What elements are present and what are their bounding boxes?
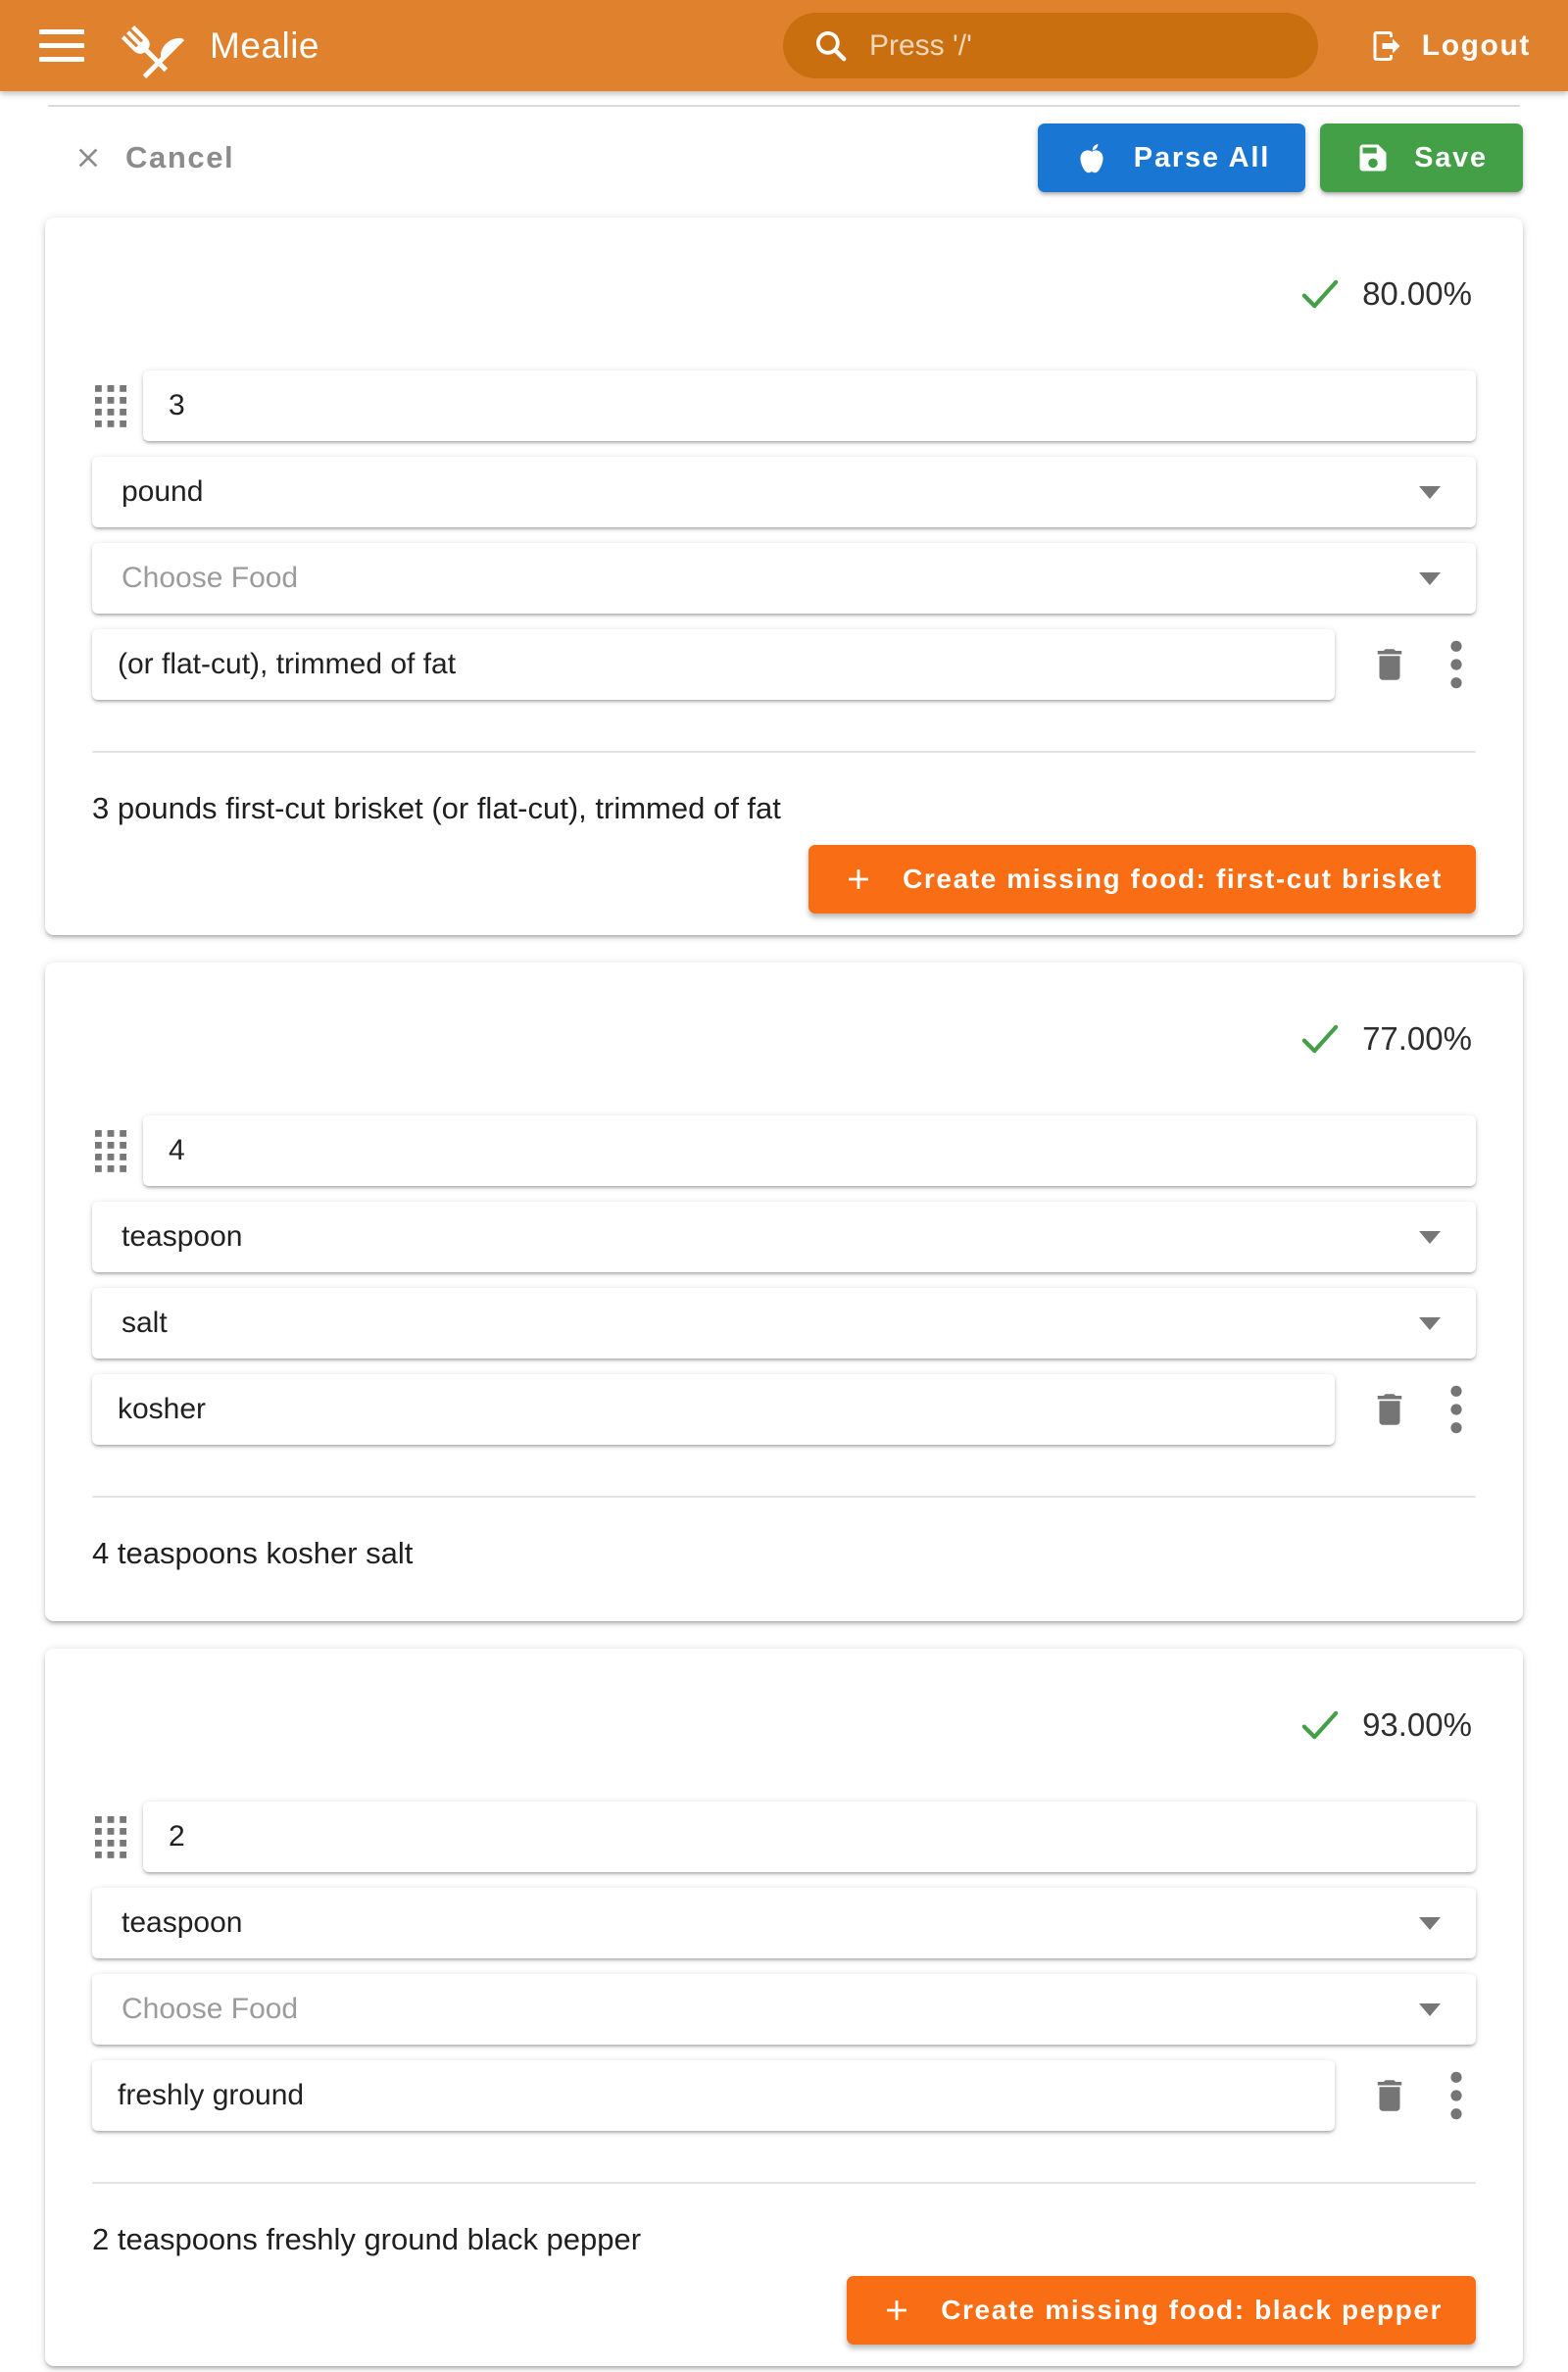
- chevron-down-icon: [1419, 2003, 1441, 2016]
- food-value: salt: [122, 1307, 168, 1339]
- plus-icon: [880, 2294, 913, 2327]
- parse-all-label: Parse All: [1133, 141, 1271, 173]
- trash-icon: [1369, 2073, 1410, 2118]
- drag-handle[interactable]: [92, 1128, 129, 1173]
- confidence-value: 93.00%: [1362, 1706, 1472, 1743]
- app-header: [0, 0, 1568, 91]
- close-icon: [73, 142, 104, 173]
- ingredient-card: [45, 1649, 1523, 2366]
- ingredient-divider: [92, 2182, 1476, 2184]
- chevron-down-icon: [1419, 1231, 1441, 1244]
- quantity-input[interactable]: [143, 1802, 1476, 1872]
- original-ingredient-text: 2 teaspoons freshly ground black pepper: [92, 2222, 642, 2256]
- check-icon: [1299, 1021, 1341, 1057]
- logout-button[interactable]: [1361, 0, 1539, 91]
- ingredient-card: [45, 963, 1523, 1621]
- logout-label: Logout: [1421, 28, 1531, 62]
- food-select[interactable]: [92, 543, 1476, 614]
- original-ingredient-text: 3 pounds first-cut brisket (or flat-cut), trimmed of fat: [92, 791, 781, 825]
- food-select[interactable]: [92, 1974, 1476, 2045]
- create-missing-food-button[interactable]: [808, 845, 1476, 914]
- search-bar[interactable]: [783, 13, 1318, 78]
- trash-icon: [1369, 642, 1410, 687]
- top-divider: [48, 105, 1520, 107]
- food-placeholder: Choose Food: [122, 562, 299, 594]
- kebab-menu-button[interactable]: [1437, 2068, 1476, 2123]
- note-input[interactable]: [92, 1374, 1335, 1445]
- create-food-label: Create missing food: first-cut brisket: [903, 864, 1443, 894]
- ingredient-divider: [92, 751, 1476, 753]
- parse-all-button[interactable]: [1038, 124, 1305, 192]
- kebab-icon: [1449, 1382, 1463, 1437]
- ingredient-divider: [92, 1496, 1476, 1498]
- toolbar: [45, 124, 1523, 192]
- confidence-row: [92, 1704, 1472, 1747]
- kebab-menu-button[interactable]: [1437, 637, 1476, 692]
- quantity-input[interactable]: [143, 371, 1476, 441]
- check-icon: [1299, 1707, 1341, 1743]
- save-label: Save: [1414, 141, 1488, 173]
- apple-icon: [1073, 139, 1110, 176]
- delete-button[interactable]: [1366, 1387, 1413, 1432]
- kebab-icon: [1449, 637, 1463, 692]
- cancel-label: Cancel: [125, 140, 235, 174]
- trash-icon: [1369, 1387, 1410, 1432]
- check-icon: [1299, 276, 1341, 312]
- chevron-down-icon: [1419, 486, 1441, 499]
- delete-button[interactable]: [1366, 2073, 1413, 2118]
- kebab-menu-button[interactable]: [1437, 1382, 1476, 1437]
- search-icon: [812, 27, 850, 65]
- create-food-label: Create missing food: black pepper: [941, 2295, 1443, 2325]
- mealie-logo-utensils-icon: [120, 14, 184, 78]
- chevron-down-icon: [1419, 1317, 1441, 1330]
- unit-value: pound: [122, 475, 204, 508]
- chevron-down-icon: [1419, 572, 1441, 585]
- ingredient-card: [45, 218, 1523, 935]
- confidence-value: 77.00%: [1362, 1020, 1472, 1057]
- confidence-row: [92, 1017, 1472, 1061]
- save-button[interactable]: [1320, 124, 1523, 192]
- unit-value: teaspoon: [122, 1906, 243, 1939]
- drag-handle[interactable]: [92, 383, 129, 428]
- unit-select[interactable]: [92, 457, 1476, 527]
- chevron-down-icon: [1419, 1917, 1441, 1930]
- confidence-value: 80.00%: [1362, 275, 1472, 312]
- unit-select[interactable]: [92, 1202, 1476, 1272]
- search-input[interactable]: [869, 29, 1302, 63]
- logout-icon: [1369, 28, 1404, 64]
- food-placeholder: Choose Food: [122, 1993, 299, 2025]
- delete-button[interactable]: [1366, 642, 1413, 687]
- plus-icon: [842, 863, 875, 896]
- note-input[interactable]: [92, 629, 1335, 700]
- drag-handle[interactable]: [92, 1814, 129, 1859]
- hamburger-menu-icon[interactable]: [39, 25, 84, 67]
- unit-select[interactable]: [92, 1888, 1476, 1958]
- food-select[interactable]: [92, 1288, 1476, 1359]
- confidence-row: [92, 272, 1472, 316]
- cancel-button[interactable]: [61, 140, 246, 175]
- save-icon: [1355, 140, 1391, 175]
- create-missing-food-button[interactable]: [847, 2276, 1476, 2345]
- app-title: Mealie: [210, 25, 319, 66]
- note-input[interactable]: [92, 2060, 1335, 2131]
- quantity-input[interactable]: [143, 1115, 1476, 1186]
- kebab-icon: [1449, 2068, 1463, 2123]
- unit-value: teaspoon: [122, 1220, 243, 1253]
- original-ingredient-text: 4 teaspoons kosher salt: [92, 1536, 414, 1570]
